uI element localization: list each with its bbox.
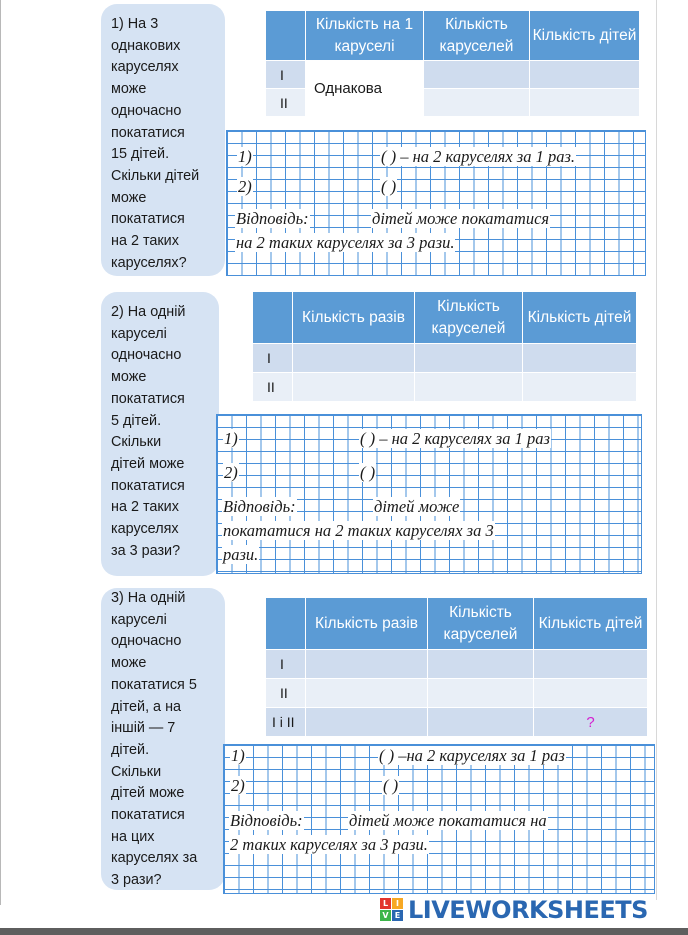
answer-label: Відповідь: (236, 209, 309, 228)
row-label: I і II (266, 708, 306, 737)
task-text-line: каруселі (111, 325, 167, 342)
table-input-cell[interactable] (293, 344, 415, 373)
unknown-cell[interactable] (534, 708, 648, 737)
table-header-cell: Кількість каруселей (415, 292, 523, 344)
task-text-line: може (111, 189, 147, 206)
table-header-cell: Кількість разів (293, 292, 415, 344)
liveworksheets-logo[interactable] (380, 896, 648, 924)
table-input-cell[interactable] (534, 650, 648, 679)
task-text-line: дітей може (111, 785, 185, 802)
solution-line-1: 1) (224, 429, 238, 448)
table-header-cell: Кількість дітей (523, 292, 637, 344)
task-2-table (252, 291, 637, 402)
table-input-cell[interactable] (530, 61, 640, 89)
task-text-line: одночасно (111, 347, 182, 364)
solution-line-1: 1) (231, 746, 245, 765)
row-label: I (266, 61, 306, 89)
logo-tile: L (380, 898, 391, 909)
liveworksheets-icon (380, 898, 404, 922)
task-text-line: на 2 таких (111, 233, 179, 250)
table-input-cell[interactable] (424, 89, 530, 117)
table-input-cell[interactable] (293, 373, 415, 402)
row-label: I (253, 344, 293, 373)
task-text-line: Скільки (111, 763, 162, 780)
task-text-line: може (111, 81, 147, 98)
task-text-line: на 2 таких (111, 499, 179, 516)
solution-line-2: 2) (224, 463, 238, 482)
task-text-line: на цих (111, 828, 155, 845)
task-text-line: каруселі (111, 611, 167, 628)
bottom-bar (0, 928, 688, 935)
answer-text-line-2: на 2 таких каруселях за 3 рази. (236, 233, 455, 252)
table-input-cell[interactable] (523, 344, 637, 373)
task-text-line: каруселях за (111, 850, 198, 867)
table-input-cell[interactable] (424, 61, 530, 89)
task-text-line: одночасно (111, 102, 182, 119)
task-text-line: Скільки (111, 434, 162, 451)
task-1-solution-grid (226, 130, 646, 276)
task-text-line: Скільки дітей (111, 167, 200, 184)
task-text-line: каруселях (111, 521, 179, 538)
solution-line-2-expression[interactable]: ( ) (383, 776, 399, 795)
task-1-table (265, 10, 640, 117)
table-input-cell[interactable] (306, 650, 428, 679)
row-label: II (266, 679, 306, 708)
task-text-line: 3) На одній (111, 590, 186, 606)
answer-text-line-3: рази. (223, 545, 259, 564)
solution-line-1-expression[interactable]: ( ) – на 2 каруселях за 1 раз. (381, 147, 576, 166)
task-text-line: однакових (111, 37, 181, 54)
solution-line-1: 1) (238, 147, 252, 166)
answer-text: дітей може покататися на (349, 811, 547, 830)
task-text-line: іншій — 7 (111, 720, 176, 737)
question-mark: ? (586, 713, 595, 731)
solution-line-1-expression[interactable]: ( ) – на 2 каруселях за 1 раз (360, 429, 550, 448)
table-input-cell[interactable] (523, 373, 637, 402)
task-text-line: покататися (111, 477, 185, 494)
table-input-cell[interactable] (530, 89, 640, 117)
logo-tile: E (392, 910, 403, 921)
table-header-cell (266, 598, 306, 650)
answer-text: дітей може (374, 497, 460, 516)
task-text-line: дітей. (111, 741, 150, 758)
table-input-cell[interactable] (428, 708, 534, 737)
merged-cell[interactable] (306, 61, 424, 117)
task-text-line: покататися (111, 390, 185, 407)
page-right-border (656, 0, 657, 900)
task-text-line: покататися 5 (111, 676, 197, 693)
table-input-cell[interactable] (415, 373, 523, 402)
table-header-cell: Кількість дітей (534, 598, 648, 650)
task-text-line: покататися (111, 807, 185, 824)
task-text-line: 3 рази? (111, 872, 162, 889)
answer-text-line-2: покататися на 2 таких каруселях за 3 (223, 521, 494, 540)
task-text-line: 5 дітей. (111, 412, 162, 429)
task-text-line: може (111, 369, 147, 386)
task-text-line: 1) На 3 (111, 16, 159, 32)
logo-tile: I (392, 898, 403, 909)
logo-tile: V (380, 910, 391, 921)
task-text-line: 2) На одній (111, 304, 186, 320)
table-input-cell[interactable] (306, 679, 428, 708)
solution-line-2-expression[interactable]: ( ) (381, 177, 397, 196)
solution-line-2: 2) (238, 177, 252, 196)
task-text-line: каруселях (111, 59, 179, 76)
task-2-solution-grid (216, 414, 642, 574)
brand-name: LIVEWORKSHEETS (408, 896, 648, 924)
task-3-table (265, 597, 648, 737)
task-text-line: дітей, а на (111, 698, 182, 715)
task-3-solution-grid (223, 744, 655, 894)
task-1-text (101, 4, 225, 276)
table-header-cell: Кількість разів (306, 598, 428, 650)
task-text-line: покататися (111, 124, 185, 141)
table-input-cell[interactable] (534, 679, 648, 708)
table-header-cell: Кількість каруселей (424, 11, 530, 61)
table-header-cell (253, 292, 293, 344)
row-label: II (266, 89, 306, 117)
table-input-cell[interactable] (306, 708, 428, 737)
table-input-cell[interactable] (428, 679, 534, 708)
solution-line-2-expression[interactable]: ( ) (360, 463, 376, 482)
answer-text: дітей може покататися (372, 209, 550, 228)
row-label: I (266, 650, 306, 679)
task-3-text (101, 588, 225, 890)
answer-label: Відповідь: (223, 497, 296, 516)
table-header-cell: Кількість дітей (530, 11, 640, 61)
task-text-line: дітей може (111, 455, 185, 472)
task-2-text (101, 292, 219, 576)
merged-cell-text: Однакова (314, 80, 382, 97)
table-input-cell[interactable] (415, 344, 523, 373)
page-left-border (0, 0, 1, 905)
row-label: II (253, 373, 293, 402)
answer-label: Відповідь: (230, 811, 303, 830)
task-text-line: може (111, 655, 147, 672)
table-input-cell[interactable] (428, 650, 534, 679)
task-text-line: покататися (111, 211, 185, 228)
solution-line-1-expression[interactable]: ( ) –на 2 каруселях за 1 раз (379, 746, 565, 765)
answer-text-line-2: 2 таких каруселях за 3 рази. (230, 835, 428, 854)
task-text-line: одночасно (111, 633, 182, 650)
task-text-line: за 3 рази? (111, 542, 181, 559)
table-header-cell (266, 11, 306, 61)
task-text-line: каруселях? (111, 254, 187, 271)
task-text-line: 15 дітей. (111, 146, 170, 163)
table-header-cell: Кількість на 1 каруселі (306, 11, 424, 61)
solution-line-2: 2) (231, 776, 245, 795)
table-header-cell: Кількість каруселей (428, 598, 534, 650)
